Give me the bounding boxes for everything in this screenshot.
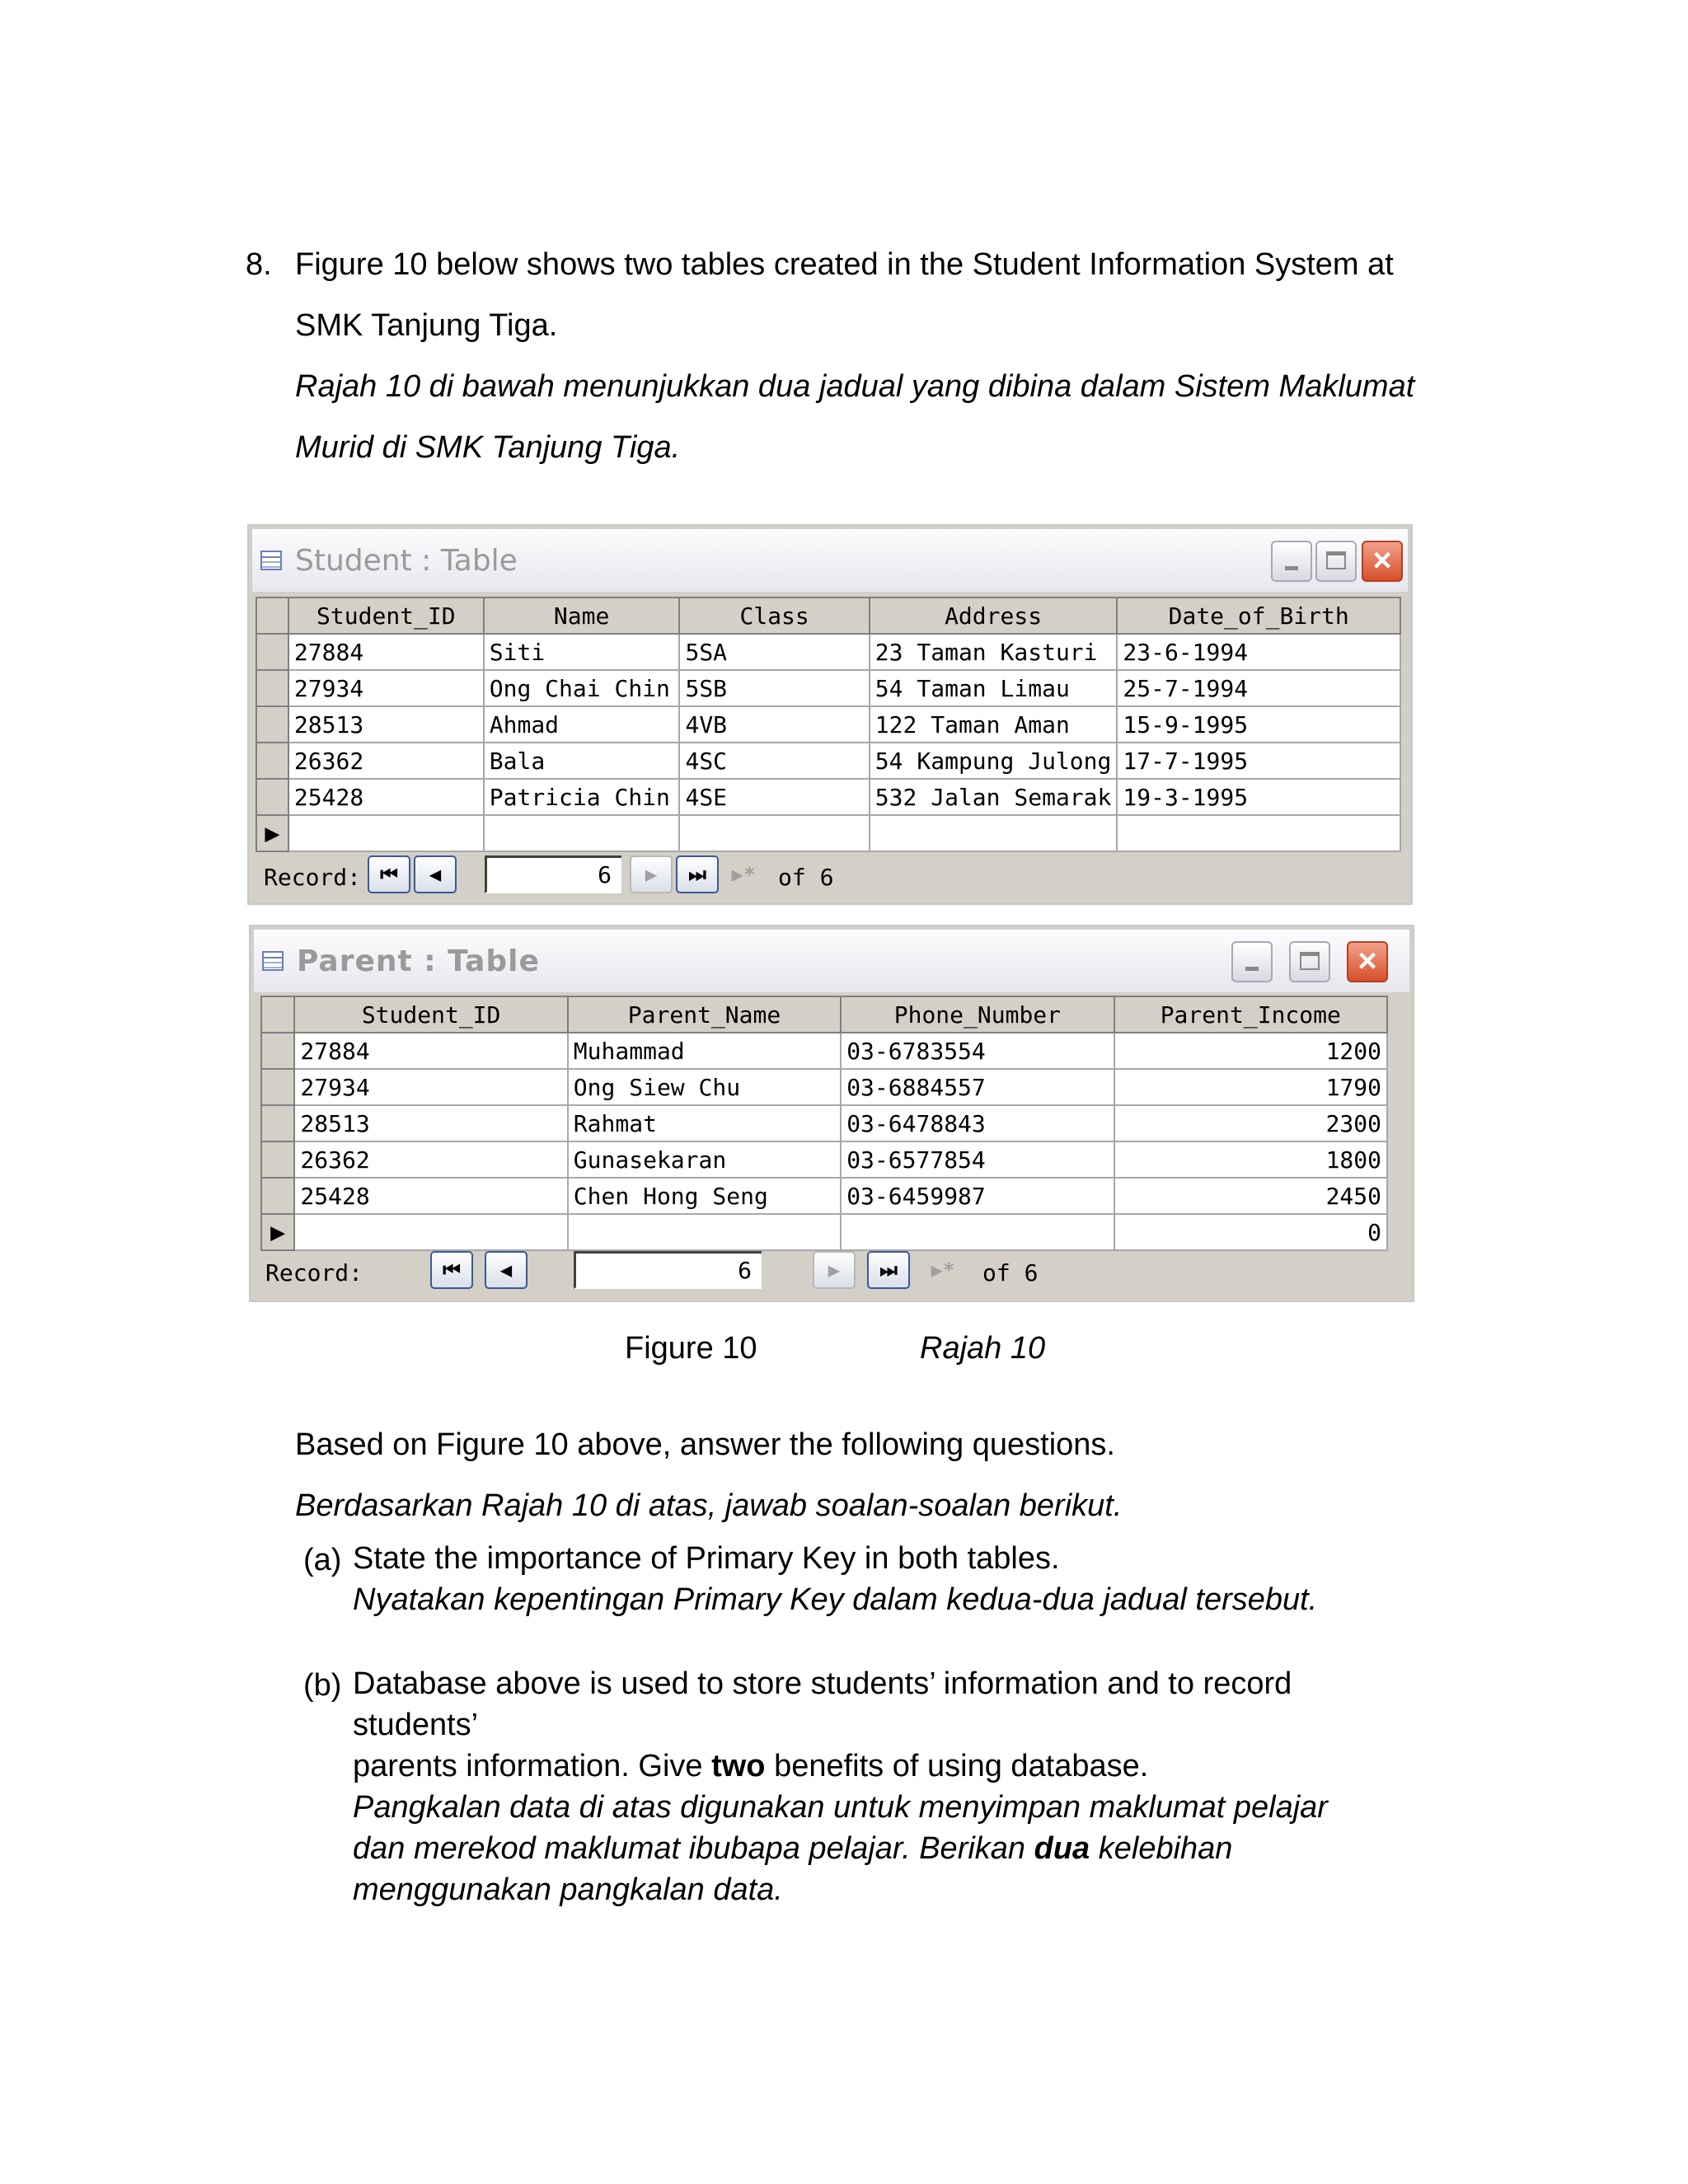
row-selector[interactable] — [256, 634, 288, 670]
table-cell[interactable] — [568, 1214, 841, 1250]
table-cell[interactable] — [288, 815, 484, 851]
table-cell[interactable]: 28513 — [294, 1105, 567, 1141]
maximize-button[interactable] — [1315, 541, 1357, 582]
row-selector[interactable] — [261, 1105, 294, 1141]
column-header[interactable]: Parent_Income — [1114, 996, 1387, 1033]
part-b-en-3: parents information. Give two benefits of using database. — [353, 1749, 1149, 1783]
table-cell[interactable]: 5SB — [679, 670, 869, 706]
table-cell[interactable]: 2300 — [1114, 1105, 1387, 1141]
table-cell[interactable]: 03-6783554 — [841, 1033, 1114, 1069]
table-cell[interactable]: 2450 — [1114, 1178, 1387, 1214]
minimize-button[interactable] — [1271, 541, 1312, 582]
table-cell[interactable]: Bala — [484, 743, 680, 779]
table-cell[interactable]: 19-3-1995 — [1117, 779, 1400, 815]
question-intro-en — [295, 234, 1498, 478]
row-selector[interactable] — [261, 1033, 294, 1069]
row-selector[interactable] — [256, 779, 288, 815]
parent-table-window — [249, 925, 1414, 1302]
table-cell[interactable]: Siti — [484, 634, 680, 670]
table-row — [261, 1105, 1387, 1141]
table-cell[interactable] — [679, 815, 869, 851]
instructions-en: Based on Figure 10 above, answer the following questions. — [295, 1427, 1115, 1462]
column-header[interactable]: Name — [484, 598, 680, 634]
table-cell[interactable]: 25428 — [288, 779, 484, 815]
table-cell[interactable]: 23-6-1994 — [1117, 634, 1400, 670]
parent-window-title: Parent : Table — [297, 944, 540, 978]
figure-caption-ms: Rajah 10 — [920, 1331, 1046, 1366]
part-a-ms: Nyatakan kepentingan Primary Key dalam kedua-dua jadual tersebut. — [353, 1582, 1318, 1617]
row-selector[interactable] — [261, 1069, 294, 1105]
new-record-row — [261, 1214, 1387, 1250]
row-selector[interactable] — [261, 1178, 294, 1214]
table-cell[interactable]: 54 Kampung Julong — [870, 743, 1118, 779]
table-cell[interactable]: 03-6459987 — [841, 1178, 1114, 1214]
student-window-titlebar[interactable] — [252, 529, 1408, 592]
first-record-icon[interactable]: ⏮ — [430, 1251, 473, 1289]
column-header[interactable]: Class — [679, 598, 869, 634]
column-header[interactable]: Student_ID — [288, 598, 484, 634]
table-row — [261, 1033, 1387, 1069]
part-b-ms-3: menggunakan pangkalan data. — [353, 1872, 783, 1907]
row-selector[interactable] — [256, 743, 288, 779]
record-number-input[interactable]: 6 — [485, 855, 621, 893]
close-button[interactable]: × — [1362, 541, 1403, 582]
select-all-cell[interactable] — [256, 598, 288, 634]
table-cell[interactable]: 122 Taman Aman — [870, 706, 1118, 743]
instructions — [295, 1414, 1498, 1536]
select-all-cell[interactable] — [261, 996, 294, 1033]
student-table-window — [247, 524, 1413, 905]
table-cell[interactable]: 26362 — [288, 743, 484, 779]
table-cell[interactable] — [294, 1214, 567, 1250]
record-number-input[interactable]: 6 — [574, 1251, 762, 1289]
column-header[interactable]: Student_ID — [294, 996, 567, 1033]
close-button[interactable]: × — [1347, 941, 1388, 982]
intro-ms-line-2: Murid di SMK Tanjung Tiga. — [295, 430, 681, 465]
figure-caption-en: Figure 10 — [625, 1331, 757, 1366]
table-row — [256, 779, 1400, 815]
table-cell[interactable]: 25428 — [294, 1178, 567, 1214]
record-label: Record: — [265, 1259, 363, 1286]
previous-record-icon[interactable]: ◀ — [414, 855, 457, 893]
row-selector[interactable] — [256, 670, 288, 706]
student-window-title: Student : Table — [295, 544, 518, 578]
instructions-ms: Berdasarkan Rajah 10 di atas, jawab soalan-soalan berikut. — [295, 1488, 1123, 1523]
table-cell[interactable]: 0 — [1114, 1214, 1387, 1250]
part-b-en-2: students’ — [353, 1708, 479, 1742]
part-b-label: (b) — [303, 1668, 342, 1703]
maximize-button[interactable] — [1289, 941, 1330, 982]
table-cell[interactable]: Patricia Chin — [484, 779, 680, 815]
table-row — [256, 706, 1400, 743]
table-cell[interactable]: Chen Hong Seng — [568, 1178, 841, 1214]
current-row-arrow-icon[interactable]: ▶ — [261, 1214, 294, 1250]
new-record-icon[interactable]: ▶* — [931, 1258, 955, 1282]
table-cell[interactable]: 4SE — [679, 779, 869, 815]
student-record-navigator — [264, 855, 1401, 898]
table-cell[interactable] — [841, 1214, 1114, 1250]
intro-en-line-2: SMK Tanjung Tiga. — [295, 308, 558, 343]
table-row — [256, 743, 1400, 779]
table-cell[interactable]: 26362 — [294, 1141, 567, 1178]
column-header[interactable]: Address — [870, 598, 1118, 634]
table-cell[interactable]: Gunasekaran — [568, 1141, 841, 1178]
table-cell[interactable] — [484, 815, 680, 851]
table-icon — [262, 951, 284, 971]
next-record-icon[interactable]: ▶ — [630, 855, 673, 893]
table-row — [261, 1141, 1387, 1178]
part-a-en: State the importance of Primary Key in both tables. — [353, 1541, 1060, 1576]
table-row — [256, 634, 1400, 670]
table-cell[interactable]: Ahmad — [484, 706, 680, 743]
part-b-text — [353, 1663, 1490, 1910]
table-cell[interactable]: Ong Chai Chin — [484, 670, 680, 706]
minimize-button[interactable] — [1231, 941, 1273, 982]
table-cell[interactable]: 17-7-1995 — [1117, 743, 1400, 779]
table-icon — [260, 551, 282, 570]
part-b-ms-2: dan merekod maklumat ibubapa pelajar. Berikan dua kelebihan — [353, 1831, 1233, 1866]
header-row — [261, 996, 1387, 1033]
record-label: Record: — [264, 864, 362, 891]
table-cell[interactable]: 5SA — [679, 634, 869, 670]
parent-datasheet — [260, 996, 1388, 1251]
table-cell[interactable]: 15-9-1995 — [1117, 706, 1400, 743]
table-cell[interactable]: 27884 — [288, 634, 484, 670]
next-record-icon[interactable]: ▶ — [813, 1251, 856, 1289]
table-cell[interactable]: Ong Siew Chu — [568, 1069, 841, 1105]
table-cell[interactable]: 23 Taman Kasturi — [870, 634, 1118, 670]
table-cell[interactable]: 03-6577854 — [841, 1141, 1114, 1178]
table-cell[interactable]: 03-6478843 — [841, 1105, 1114, 1141]
part-b-ms-1: Pangkalan data di atas digunakan untuk menyimpan maklumat pelajar — [353, 1790, 1328, 1825]
record-of-label: of 6 — [982, 1259, 1039, 1286]
table-cell[interactable]: 27934 — [288, 670, 484, 706]
part-a-text — [353, 1538, 1490, 1620]
table-cell[interactable]: 27934 — [294, 1069, 567, 1105]
table-cell[interactable]: 28513 — [288, 706, 484, 743]
new-record-row — [256, 815, 1400, 851]
part-b-en-1: Database above is used to store students’ information and to record — [353, 1666, 1292, 1701]
table-row — [256, 670, 1400, 706]
first-record-icon[interactable]: ⏮ — [368, 855, 410, 893]
table-cell[interactable] — [1117, 815, 1400, 851]
table-cell[interactable]: Rahmat — [568, 1105, 841, 1141]
table-cell[interactable] — [870, 815, 1118, 851]
column-header[interactable]: Parent_Name — [568, 996, 841, 1033]
record-of-label: of 6 — [778, 864, 834, 891]
intro-ms-line-1: Rajah 10 di bawah menunjukkan dua jadual yang dibina dalam Sistem Maklumat — [295, 369, 1415, 404]
column-header[interactable]: Phone_Number — [841, 996, 1114, 1033]
table-cell[interactable]: Muhammad — [568, 1033, 841, 1069]
row-selector[interactable] — [256, 706, 288, 743]
last-record-icon[interactable]: ⏭ — [676, 855, 719, 893]
column-header[interactable]: Date_of_Birth — [1117, 598, 1400, 634]
intro-en-line-1: Figure 10 below shows two tables created in the Student Information System at — [295, 247, 1394, 282]
table-row — [261, 1178, 1387, 1214]
table-cell[interactable]: 27884 — [294, 1033, 567, 1069]
table-cell[interactable]: 532 Jalan Semarak — [870, 779, 1118, 815]
row-selector[interactable] — [261, 1141, 294, 1178]
previous-record-icon[interactable]: ◀ — [485, 1251, 528, 1289]
header-row — [256, 598, 1400, 634]
parent-record-navigator — [265, 1251, 1403, 1294]
table-cell[interactable]: 1200 — [1114, 1033, 1387, 1069]
new-record-icon[interactable]: ▶* — [731, 863, 756, 886]
table-cell[interactable]: 1800 — [1114, 1141, 1387, 1178]
last-record-icon[interactable]: ⏭ — [867, 1251, 910, 1289]
table-cell[interactable]: 25-7-1994 — [1117, 670, 1400, 706]
parent-window-titlebar[interactable] — [254, 930, 1409, 992]
table-cell[interactable]: 03-6884557 — [841, 1069, 1114, 1105]
table-row — [261, 1069, 1387, 1105]
table-cell[interactable]: 54 Taman Limau — [870, 670, 1118, 706]
part-a-label: (a) — [303, 1543, 342, 1577]
table-cell[interactable]: 1790 — [1114, 1069, 1387, 1105]
table-cell[interactable]: 4SC — [679, 743, 869, 779]
current-row-arrow-icon[interactable]: ▶ — [256, 815, 288, 851]
student-datasheet — [256, 597, 1401, 852]
question-number: 8. — [246, 247, 272, 282]
table-cell[interactable]: 4VB — [679, 706, 869, 743]
